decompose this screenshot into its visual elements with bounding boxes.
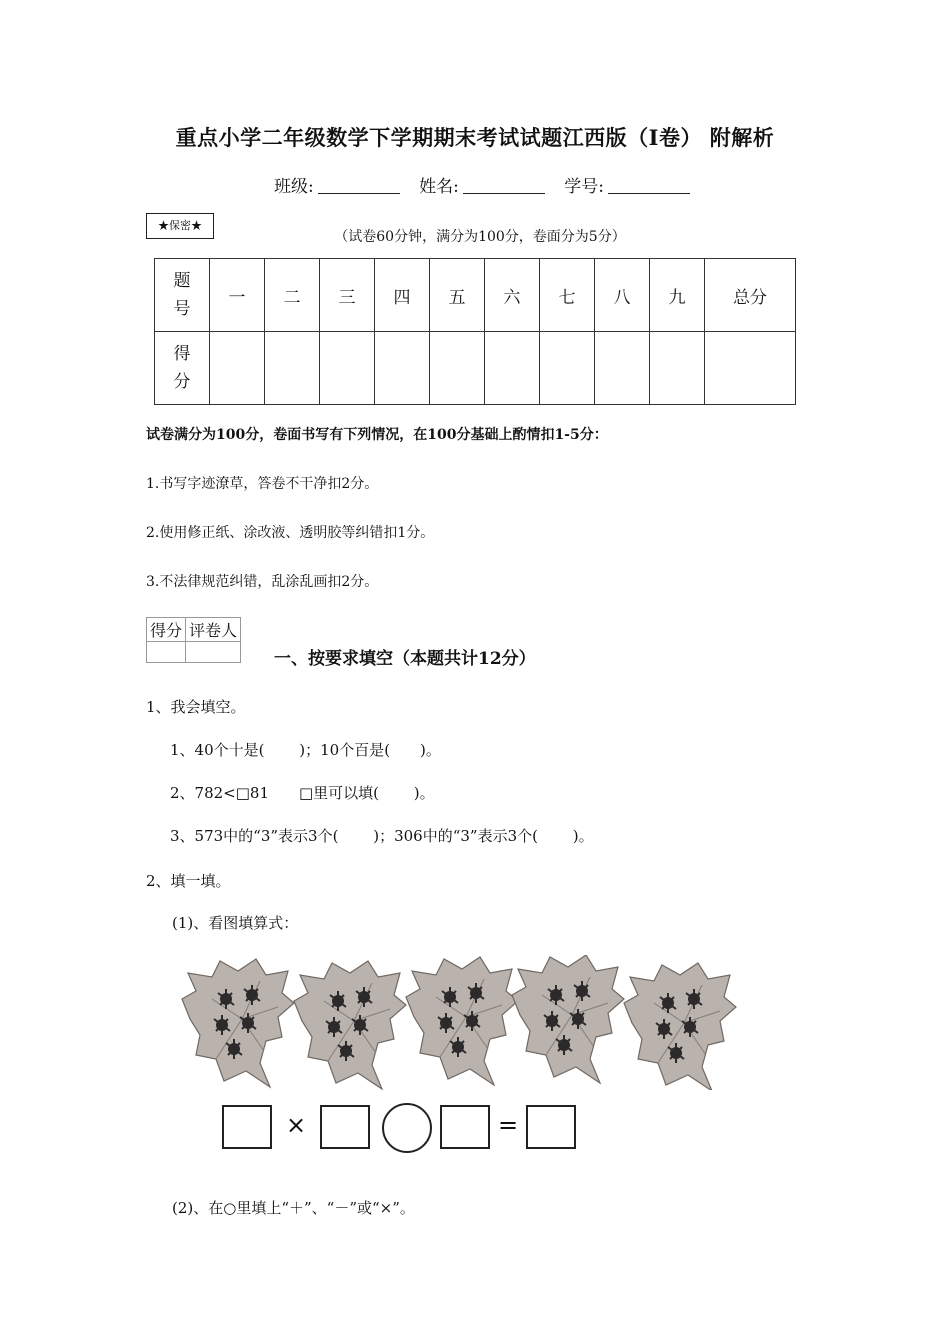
grader-reviewer-cell[interactable] (186, 642, 241, 663)
score-col-2: 二 (265, 259, 320, 332)
page-title: 重点小学二年级数学下学期期末考试试题江西版（I卷） 附解析 (175, 125, 775, 150)
leaf-image (624, 963, 736, 1090)
class-blank[interactable] (318, 177, 400, 194)
score-cell[interactable] (485, 332, 540, 405)
score-col-1: 一 (210, 259, 265, 332)
class-label: 班级: (273, 177, 314, 197)
rule-item-1: 1.书写字迹潦草，答卷不干净扣2分。 (146, 476, 379, 492)
name-blank[interactable] (463, 177, 545, 194)
score-cell[interactable] (650, 332, 705, 405)
score-cell-total[interactable] (705, 332, 796, 405)
question-2-label: 2、填一填。 (146, 872, 231, 890)
grader-table (146, 617, 241, 663)
score-cell[interactable] (595, 332, 650, 405)
leaf-image (512, 955, 624, 1083)
question-1-item-2: 2、782<□81 □里可以填( )。 (170, 784, 435, 802)
row2-head-text: 得分 (173, 344, 191, 392)
score-col-5: 五 (430, 259, 485, 332)
rules-heading: 试卷满分为100分，卷面书写有下列情况，在100分基础上酌情扣1-5分： (146, 427, 608, 443)
operator-circle[interactable] (382, 1103, 432, 1153)
answer-box-4[interactable] (526, 1105, 576, 1149)
score-col-3: 三 (320, 259, 375, 332)
name-label: 姓名: (419, 177, 459, 197)
question-1-item-1: 1、40个十是( )；10个百是( )。 (170, 741, 441, 759)
leaves-figure (180, 955, 740, 1090)
score-table (154, 258, 796, 405)
student-info-line (0, 172, 950, 197)
question-2-sub-1: (1)、看图填算式： (172, 914, 299, 932)
row1-head-text: 题号 (173, 271, 191, 319)
score-cell[interactable] (540, 332, 595, 405)
score-col-4: 四 (375, 259, 430, 332)
score-table-row2-head (155, 332, 210, 405)
number-label: 学号: (564, 177, 604, 197)
question-1-label: 1、我会填空。 (146, 698, 246, 716)
score-cell[interactable] (320, 332, 375, 405)
exam-note: （试卷60分钟，满分为100分，卷面分为5分） (334, 229, 626, 245)
score-cell[interactable] (265, 332, 320, 405)
question-2-sub-2: (2)、在○里填上“＋”、“－”或“×”。 (172, 1199, 415, 1217)
grader-score-cell[interactable] (147, 642, 186, 663)
rule-item-3: 3.不法律规范纠错，乱涂乱画扣2分。 (146, 574, 379, 590)
question-1-item-3: 3、573中的“3”表示3个( )；306中的“3”表示3个( )。 (170, 827, 594, 845)
leaf-image (406, 957, 518, 1085)
answer-box-1[interactable] (222, 1105, 272, 1149)
leaf-image (182, 959, 294, 1087)
section-1-title: 一、按要求填空（本题共计12分） (274, 649, 536, 669)
times-sign: × (286, 1111, 307, 1139)
equals-sign: = (498, 1111, 519, 1139)
score-col-7: 七 (540, 259, 595, 332)
score-col-9: 九 (650, 259, 705, 332)
answer-box-2[interactable] (320, 1105, 370, 1149)
grader-score-label: 得分 (147, 618, 186, 642)
secret-badge: ★保密★ (146, 213, 214, 239)
score-table-row1-head (155, 259, 210, 332)
grader-reviewer-label: 评卷人 (186, 618, 241, 642)
score-col-total: 总分 (705, 259, 796, 332)
equation-row (222, 1103, 582, 1151)
score-cell[interactable] (210, 332, 265, 405)
score-table-header-row (155, 259, 796, 332)
score-cell[interactable] (430, 332, 485, 405)
answer-box-3[interactable] (440, 1105, 490, 1149)
rule-item-2: 2.使用修正纸、涂改液、透明胶等纠错扣1分。 (146, 525, 435, 541)
leaf-image (294, 961, 406, 1089)
score-col-8: 八 (595, 259, 650, 332)
score-table-score-row (155, 332, 796, 405)
score-cell[interactable] (375, 332, 430, 405)
number-blank[interactable] (608, 177, 690, 194)
score-col-6: 六 (485, 259, 540, 332)
